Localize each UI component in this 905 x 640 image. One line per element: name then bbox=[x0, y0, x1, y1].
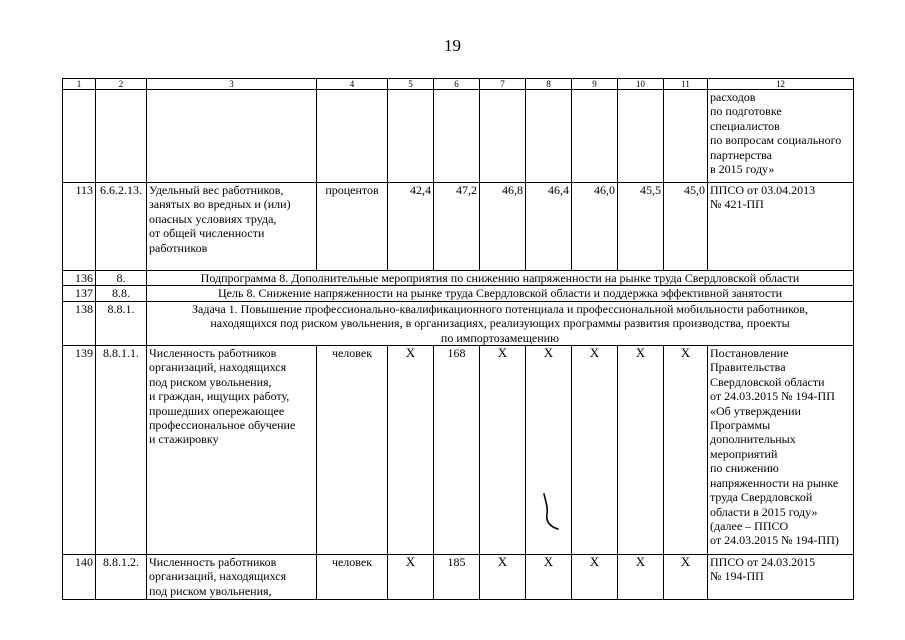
code-cell: 8.8.1.1. bbox=[96, 346, 147, 555]
source-line: ППСО от 03.04.2013 bbox=[710, 183, 816, 197]
indicator-name-line: под риском увольнения, bbox=[149, 583, 272, 598]
value-cell: 46,4 bbox=[526, 183, 572, 271]
row-number-cell: 113 bbox=[63, 183, 96, 271]
task-title-line: по импортозамещению bbox=[440, 330, 560, 345]
source-line: специалистов bbox=[710, 118, 780, 133]
column-number: 8 bbox=[526, 79, 572, 90]
source-line: труда Свердловской bbox=[710, 490, 813, 505]
source-line: в 2015 году» bbox=[710, 162, 775, 177]
value-cell bbox=[388, 90, 434, 183]
indicator-name-line: организаций, находящихся bbox=[149, 569, 287, 584]
indicator-name-line: Численность работников bbox=[149, 555, 277, 570]
source-line: по подготовке bbox=[710, 104, 782, 119]
column-number: 1 bbox=[63, 79, 96, 90]
value-cell: Х bbox=[480, 555, 526, 600]
source-line: дополнительных bbox=[710, 432, 796, 447]
value-cell: 42,4 bbox=[388, 183, 434, 271]
code-cell bbox=[96, 90, 147, 183]
page-number: 19 bbox=[444, 36, 461, 55]
column-number-row bbox=[63, 79, 854, 90]
indicator-name-line: опасных условиях труда, bbox=[149, 211, 277, 226]
value-cell: Х bbox=[388, 555, 434, 600]
value-cell: Х bbox=[388, 346, 434, 555]
row-number-cell: 140 bbox=[63, 555, 96, 600]
indicator-name-cell bbox=[147, 346, 317, 555]
value-cell: Х bbox=[480, 346, 526, 555]
indicator-name-line: под риском увольнения, bbox=[149, 374, 272, 389]
value-cell: 47,2 bbox=[434, 183, 480, 271]
indicator-name-line: Удельный вес работников, bbox=[149, 183, 284, 197]
value-cell bbox=[572, 90, 618, 183]
code-cell: 8.8. bbox=[96, 286, 147, 301]
subprogram-title: Подпрограмма 8. Дополнительные мероприятия по снижению напряженности на рынке труда Свердловской области bbox=[147, 271, 854, 286]
handwritten-mark bbox=[538, 492, 562, 532]
source-cell bbox=[708, 183, 854, 271]
column-number: 6 bbox=[434, 79, 480, 90]
column-number: 9 bbox=[572, 79, 618, 90]
row-number-cell bbox=[63, 90, 96, 183]
indicator-name-line: занятых во вредных и (или) bbox=[149, 197, 291, 212]
value-cell: Х bbox=[526, 346, 572, 555]
value-cell: 185 bbox=[434, 555, 480, 600]
value-cell: Х bbox=[572, 346, 618, 555]
row-number-cell: 137 bbox=[63, 286, 96, 301]
goal-row bbox=[63, 286, 854, 301]
indicator-name-cell bbox=[147, 555, 317, 600]
unit-cell bbox=[317, 90, 388, 183]
value-cell: Х bbox=[618, 346, 664, 555]
source-line: мероприятий bbox=[710, 446, 778, 461]
column-number: 4 bbox=[317, 79, 388, 90]
column-number: 11 bbox=[664, 79, 708, 90]
task-title bbox=[147, 301, 854, 345]
indicator-name-line: от общей численности bbox=[149, 226, 265, 241]
table-row bbox=[63, 183, 854, 271]
value-cell: Х bbox=[664, 346, 708, 555]
source-line: партнерства bbox=[710, 147, 772, 162]
source-line: по вопросам социального bbox=[710, 133, 842, 148]
source-line: (далее – ППСО bbox=[710, 518, 789, 533]
column-number: 5 bbox=[388, 79, 434, 90]
column-number: 2 bbox=[96, 79, 147, 90]
source-line: Правительства bbox=[710, 360, 786, 375]
value-cell: 46,8 bbox=[480, 183, 526, 271]
value-cell bbox=[618, 90, 664, 183]
source-line: № 194-ПП bbox=[710, 569, 764, 584]
column-number: 12 bbox=[708, 79, 854, 90]
value-cell bbox=[434, 90, 480, 183]
value-cell: Х bbox=[572, 555, 618, 600]
source-line: по снижению bbox=[710, 461, 779, 476]
indicators-table bbox=[62, 78, 854, 600]
indicator-name-line: и стажировку bbox=[149, 432, 219, 447]
table-row bbox=[63, 90, 854, 183]
unit-cell: человек bbox=[317, 346, 388, 555]
source-cell bbox=[708, 555, 854, 600]
task-row bbox=[63, 301, 854, 345]
value-cell: 45,0 bbox=[664, 183, 708, 271]
code-cell: 6.6.2.13. bbox=[96, 183, 147, 271]
row-number-cell: 139 bbox=[63, 346, 96, 555]
indicator-name-line: организаций, находящихся bbox=[149, 360, 287, 375]
unit-cell: человек bbox=[317, 555, 388, 600]
indicator-name-cell bbox=[147, 183, 317, 271]
code-cell: 8. bbox=[96, 271, 147, 286]
source-line: расходов bbox=[710, 90, 756, 104]
row-number-cell: 136 bbox=[63, 271, 96, 286]
value-cell: 168 bbox=[434, 346, 480, 555]
source-line: Постановление bbox=[710, 346, 789, 361]
source-line: Свердловской области bbox=[710, 374, 825, 389]
value-cell: Х bbox=[526, 555, 572, 600]
source-line: от 24.03.2015 № 194-ПП bbox=[710, 389, 835, 404]
indicator-name-line: работников bbox=[149, 240, 208, 255]
indicator-name-line: профессиональное обучение bbox=[149, 418, 296, 433]
source-line: ППСО от 24.03.2015 bbox=[710, 555, 816, 570]
code-cell: 8.8.1. bbox=[96, 301, 147, 345]
source-line: № 421-ПП bbox=[710, 197, 764, 212]
task-title-line: находящихся под риском увольнения, в организациях, реализующих программы развития производства, проекты bbox=[210, 316, 790, 331]
value-cell: 46,0 bbox=[572, 183, 618, 271]
subprogram-row bbox=[63, 271, 854, 286]
indicator-name-cell bbox=[147, 90, 317, 183]
table-row bbox=[63, 346, 854, 555]
unit-cell: процентов bbox=[317, 183, 388, 271]
goal-title: Цель 8. Снижение напряженности на рынке труда Свердловской области и поддержка эффективной занятости bbox=[147, 286, 854, 301]
source-line: Программы bbox=[710, 418, 771, 433]
value-cell bbox=[480, 90, 526, 183]
column-number: 7 bbox=[480, 79, 526, 90]
value-cell bbox=[526, 90, 572, 183]
source-line: «Об утверждении bbox=[710, 403, 801, 418]
task-title-line: Задача 1. Повышение профессионально-квалификационного потенциала и профессиональной мобильности работников, bbox=[192, 301, 808, 316]
value-cell bbox=[664, 90, 708, 183]
source-line: от 24.03.2015 № 194-ПП) bbox=[710, 533, 839, 548]
value-cell: 45,5 bbox=[618, 183, 664, 271]
source-line: напряженности на рынке bbox=[710, 475, 839, 490]
indicator-name-line: и граждан, ищущих работу, bbox=[149, 389, 290, 404]
row-number-cell: 138 bbox=[63, 301, 96, 345]
column-number: 3 bbox=[147, 79, 317, 90]
code-cell: 8.8.1.2. bbox=[96, 555, 147, 600]
indicator-name-line: Численность работников bbox=[149, 346, 277, 361]
value-cell: Х bbox=[664, 555, 708, 600]
source-cell bbox=[708, 90, 854, 183]
indicator-name-line: прошедших опережающее bbox=[149, 403, 285, 418]
column-number: 10 bbox=[618, 79, 664, 90]
value-cell: Х bbox=[618, 555, 664, 600]
table-row bbox=[63, 555, 854, 600]
source-line: области в 2015 году» bbox=[710, 504, 818, 519]
source-cell bbox=[708, 346, 854, 555]
